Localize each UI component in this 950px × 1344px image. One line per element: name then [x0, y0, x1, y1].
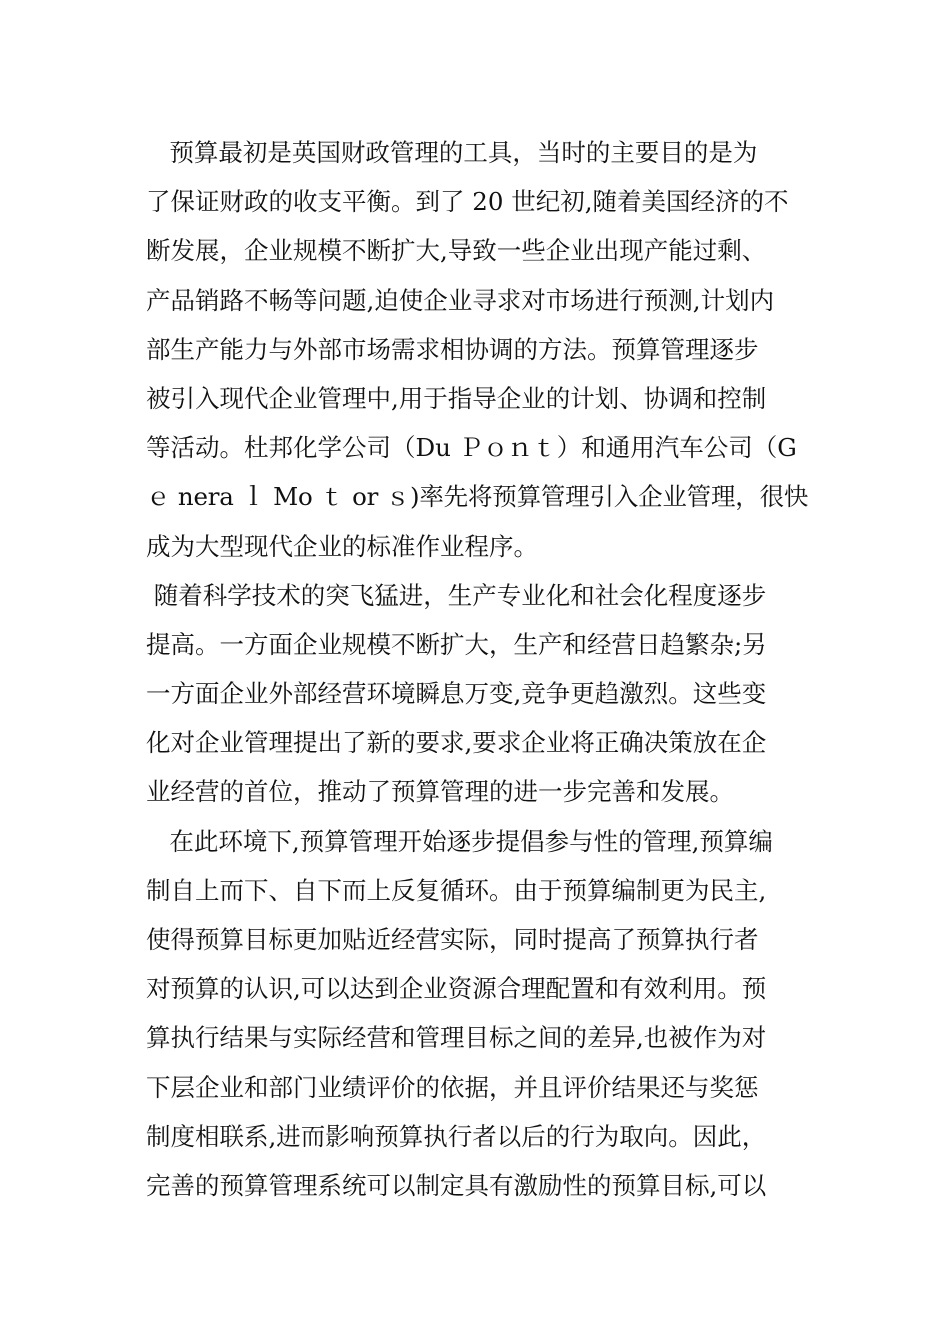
text-line: 随着科学技术的突飞猛进，生产专业化和社会化程度逐步 [146, 580, 767, 610]
text-line: 产品销路不畅等问题,迫使企业寻求对市场进行预测,计划内 [146, 285, 775, 315]
text-line: 预算最初是英国财政管理的工具，当时的主要目的是为 [146, 138, 758, 167]
text-line: 对预算的认识,可以达到企业资源合理配置和有效利用。预 [146, 974, 767, 1004]
body-text [146, 128, 809, 1210]
text-line: 等活动。杜邦化学公司（Du Ｐｏｎｔ）和通用汽车公司（G [146, 433, 797, 463]
text-line: 被引入现代企业管理中,用于指导企业的计划、协调和控制 [146, 383, 767, 413]
text-line: 一方面企业外部经营环境瞬息万变,竞争更趋激烈。这些变 [146, 679, 767, 709]
text-line: 断发展，企业规模不断扩大,导致一些企业出现产能过剩、 [146, 236, 767, 266]
text-line: 制度相联系,进而影响预算执行者以后的行为取向。因此， [146, 1121, 767, 1151]
text-line: 成为大型现代企业的标准作业程序。 [146, 531, 538, 561]
text-line: 在此环境下,预算管理开始逐步提倡参与性的管理,预算编 [146, 826, 773, 856]
text-line: 完善的预算管理系统可以制定具有激励性的预算目标,可以 [146, 1170, 767, 1200]
text-line: 部生产能力与外部市场需求相协调的方法。预算管理逐步 [146, 334, 759, 364]
text-line: ｅ nera ｌ Mo ｔ or ｓ)率先将预算管理引入企业管理，很快 [146, 482, 809, 512]
text-line: 提高。一方面企业规模不断扩大，生产和经营日趋繁杂;另 [146, 629, 767, 659]
text-line: 化对企业管理提出了新的要求,要求企业将正确决策放在企 [146, 728, 767, 758]
text-line: 了保证财政的收支平衡。到了 20 世纪初,随着美国经济的不 [146, 187, 789, 217]
text-line: 业经营的首位，推动了预算管理的进一步完善和发展。 [146, 777, 734, 807]
text-line: 制自上而下、自下而上反复循环。由于预算编制更为民主, [146, 875, 767, 905]
text-line: 算执行结果与实际经营和管理目标之间的差异,也被作为对 [146, 1023, 767, 1053]
text-line: 使得预算目标更加贴近经营实际，同时提高了预算执行者 [146, 925, 759, 954]
text-line: 下层企业和部门业绩评价的依据，并且评价结果还与奖惩 [146, 1072, 759, 1102]
